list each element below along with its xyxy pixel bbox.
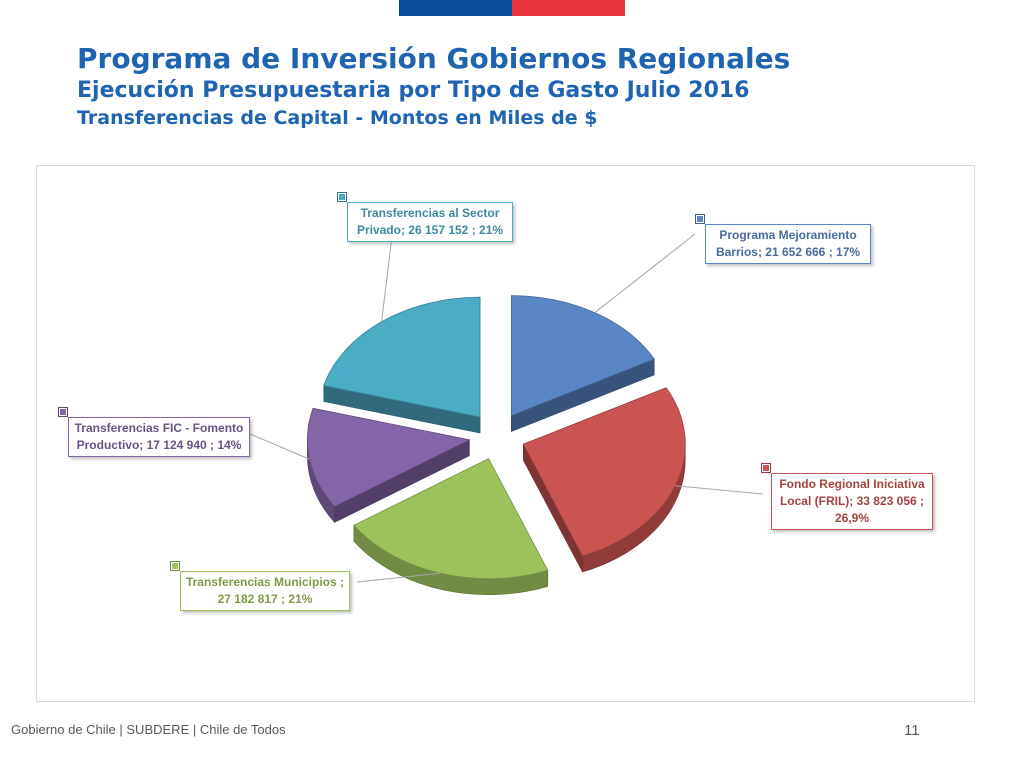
title-line-1: Programa de Inversión Gobiernos Regionales (77, 42, 791, 75)
slide-title (77, 42, 977, 131)
data-label-line: 27 182 817 ; 21% (217, 592, 313, 606)
legend-marker (696, 215, 704, 223)
data-label-line: 26,9% (834, 511, 870, 525)
data-label-line: Fondo Regional Iniciativa (779, 477, 925, 491)
data-label-line: Local (FRIL); 33 823 056 ; (779, 494, 925, 508)
legend-marker (338, 193, 346, 201)
legend-marker (171, 562, 179, 570)
data-label-line: Programa Mejoramiento (719, 228, 857, 242)
data-label-line: Privado; 26 157 152 ; 21% (356, 223, 504, 237)
flag-red-stripe (512, 0, 625, 16)
legend-marker (59, 408, 67, 416)
leader-line (675, 486, 763, 494)
title-line-3: Transferencias de Capital - Montos en Miles de $ (77, 107, 598, 129)
title-line-2: Ejecución Presupuestaria por Tipo de Gasto Julio 2016 (77, 78, 750, 103)
leader-line (382, 236, 392, 322)
data-label-line: Transferencias al Sector (360, 206, 500, 220)
data-label (347, 202, 513, 242)
data-label-line: Transferencias Municipios ; (185, 575, 345, 589)
flag-blue-stripe (399, 0, 512, 16)
data-label (771, 473, 933, 530)
chart-area (36, 165, 975, 702)
data-label (68, 417, 250, 457)
leader-line (595, 234, 695, 313)
footer-text: Gobierno de Chile | SUBDERE | Chile de Todos (11, 722, 286, 737)
data-label (705, 224, 871, 264)
leader-line (250, 434, 309, 459)
data-label (180, 571, 350, 611)
page-number: 11 (904, 722, 920, 739)
data-label-line: Barrios; 21 652 666 ; 17% (715, 245, 861, 259)
data-label-line: Transferencias FIC - Fomento (74, 421, 244, 435)
legend-marker (762, 464, 770, 472)
data-label-line: Productivo; 17 124 940 ; 14% (76, 438, 242, 452)
